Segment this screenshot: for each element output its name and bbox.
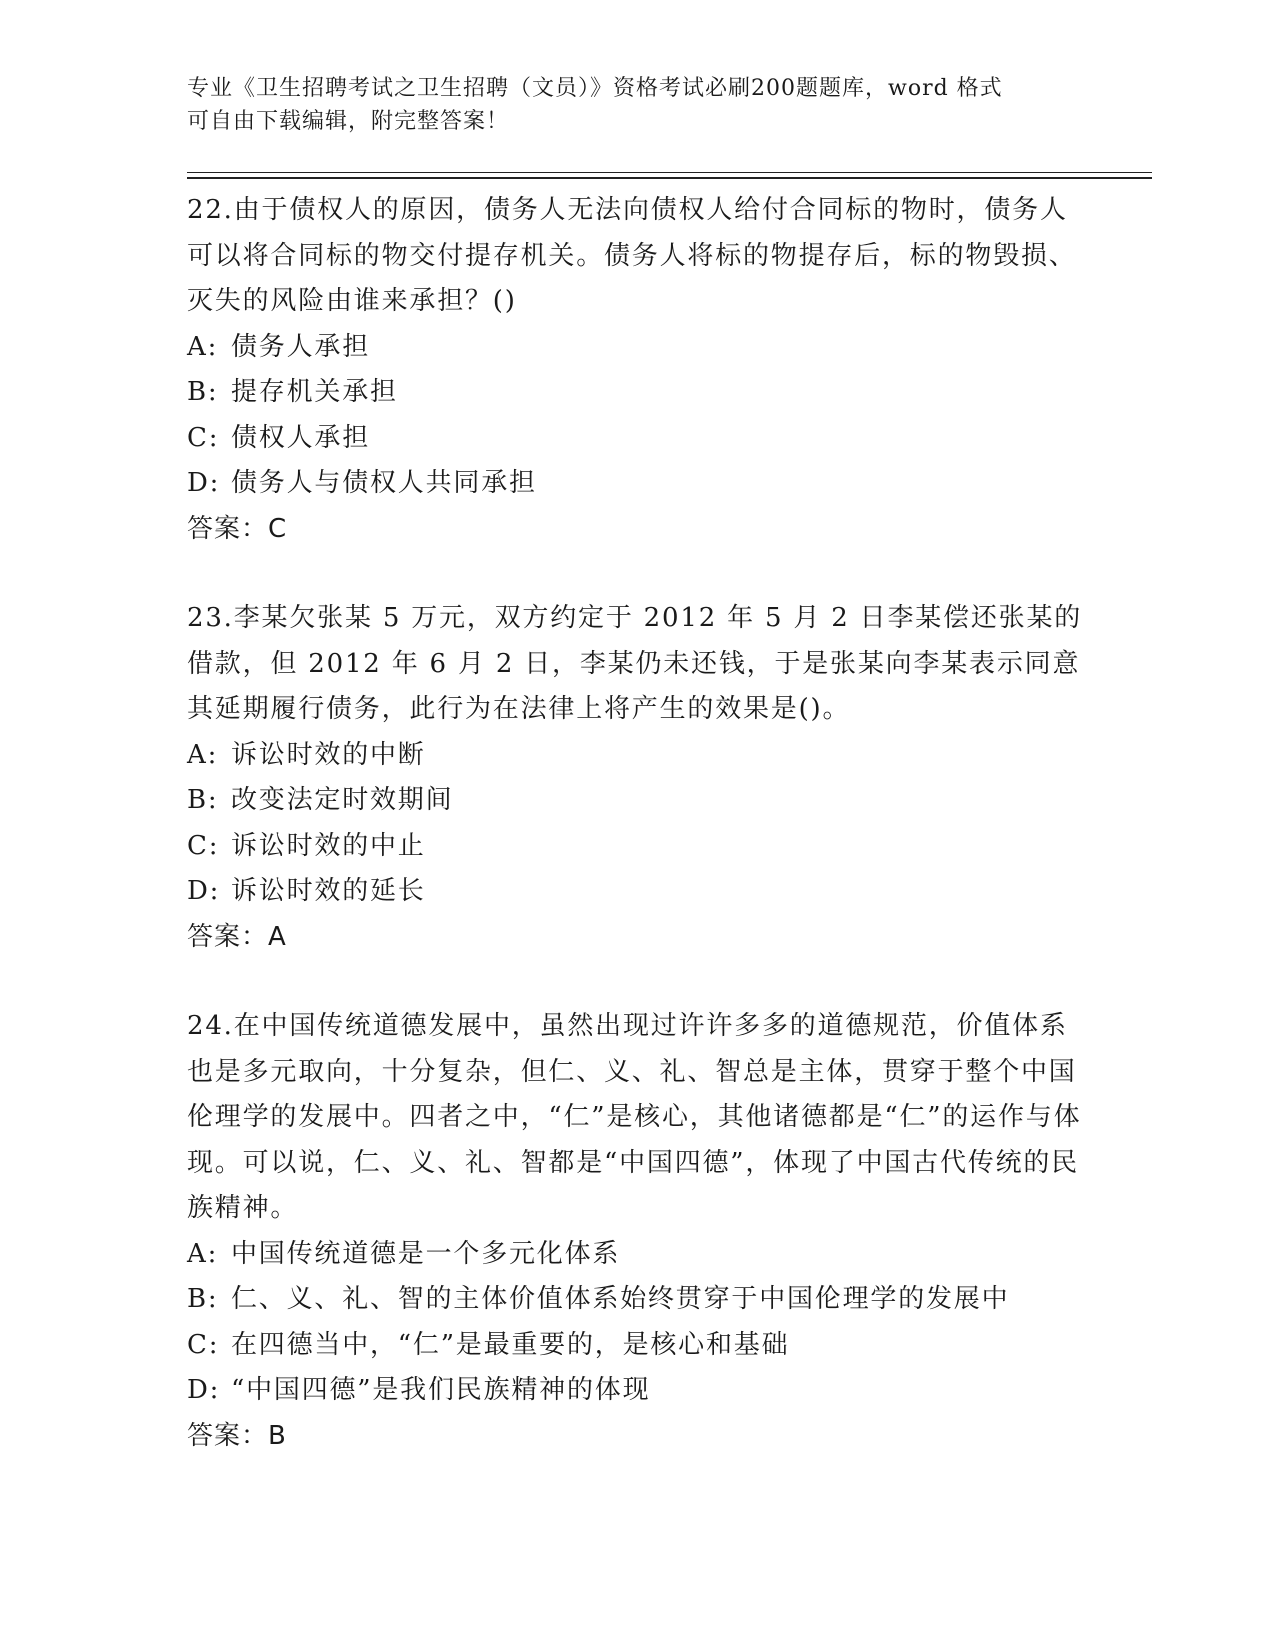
option-a: [187, 733, 1087, 779]
option-c: [187, 1323, 1087, 1369]
option-d: [187, 1368, 1087, 1414]
option-text: 债务人承担: [231, 331, 371, 362]
option-key: B:: [187, 377, 219, 407]
option-text: 改变法定时效期间: [231, 785, 454, 815]
option-text: 在四德当中，“仁”是最重要的，是核心和基础: [231, 1329, 790, 1360]
question-stem: 22.由于债权人的原因，债务人无法向债权人给付合同标的物时，债务人可以将合同标的物交付提存机关。债务人将标的物提存后，标的物毁损、灭失的风险由谁来承担？(): [187, 195, 1077, 316]
option-b: [187, 1277, 1087, 1323]
option-text: 诉讼时效的中断: [231, 739, 426, 770]
option-key: A:: [187, 739, 219, 770]
header-rule-thin: [187, 172, 1152, 173]
option-b: [187, 370, 1087, 416]
question-23: [187, 596, 1087, 960]
option-text: 诉讼时效的中止: [231, 830, 426, 861]
option-key: C:: [187, 1329, 220, 1360]
option-key: C:: [187, 830, 220, 861]
option-d: [187, 461, 1087, 507]
answer-line: 答案：B: [187, 1420, 287, 1451]
header-line-2: 可自由下载编辑，附完整答案！: [187, 109, 510, 134]
question-24: [187, 1004, 1087, 1459]
option-c: [187, 416, 1087, 462]
option-key: D:: [187, 1375, 221, 1405]
option-text: 仁、义、礼、智的主体价值体系始终贯穿于中国伦理学的发展中: [231, 1284, 1010, 1314]
option-key: A:: [187, 1238, 219, 1269]
option-text: 诉讼时效的延长: [231, 876, 426, 906]
option-text: 债权人承担: [231, 422, 371, 453]
question-stem: 23.李某欠张某 5 万元，双方约定于 2012 年 5 月 2 日李某偿还张某的借款，但 2012 年 6 月 2 日，李某仍未还钱，于是张某向李某表示同意其延期履行债务，此行为在法律上将产生的效果是()。: [187, 603, 1083, 724]
option-a: [187, 1232, 1087, 1278]
option-text: 债务人与债权人共同承担: [231, 468, 537, 498]
question-list: [187, 188, 1087, 1503]
option-text: 提存机关承担: [231, 377, 398, 407]
answer-line: 答案：A: [187, 921, 287, 952]
option-key: B:: [187, 1284, 219, 1314]
header-line-1: 专业《卫生招聘考试之卫生招聘（文员）》资格考试必刷200题题库，word 格式: [187, 76, 1003, 101]
option-a: [187, 325, 1087, 371]
option-c: [187, 824, 1087, 870]
option-text: “中国四德”是我们民族精神的体现: [231, 1375, 651, 1405]
option-key: C:: [187, 422, 220, 453]
document-header: [187, 72, 1067, 138]
header-rule-thick: [187, 177, 1152, 179]
question-stem: 24.在中国传统道德发展中，虽然出现过许许多多的道德规范，价值体系也是多元取向，十分复杂，但仁、义、礼、智总是主体，贯穿于整个中国伦理学的发展中。四者之中，“仁”是核心，其他诸德都是“仁”的运作与体现。可以说，仁、义、礼、智都是“中国四德”，体现了中国古代传统的民族精神。: [187, 1011, 1082, 1223]
option-text: 中国传统道德是一个多元化体系: [231, 1238, 621, 1269]
option-key: A:: [187, 331, 219, 362]
option-d: [187, 869, 1087, 915]
option-b: [187, 778, 1087, 824]
question-22: [187, 188, 1087, 552]
option-key: D:: [187, 468, 221, 498]
option-key: B:: [187, 785, 219, 815]
option-key: D:: [187, 876, 221, 906]
answer-line: 答案：C: [187, 513, 288, 544]
